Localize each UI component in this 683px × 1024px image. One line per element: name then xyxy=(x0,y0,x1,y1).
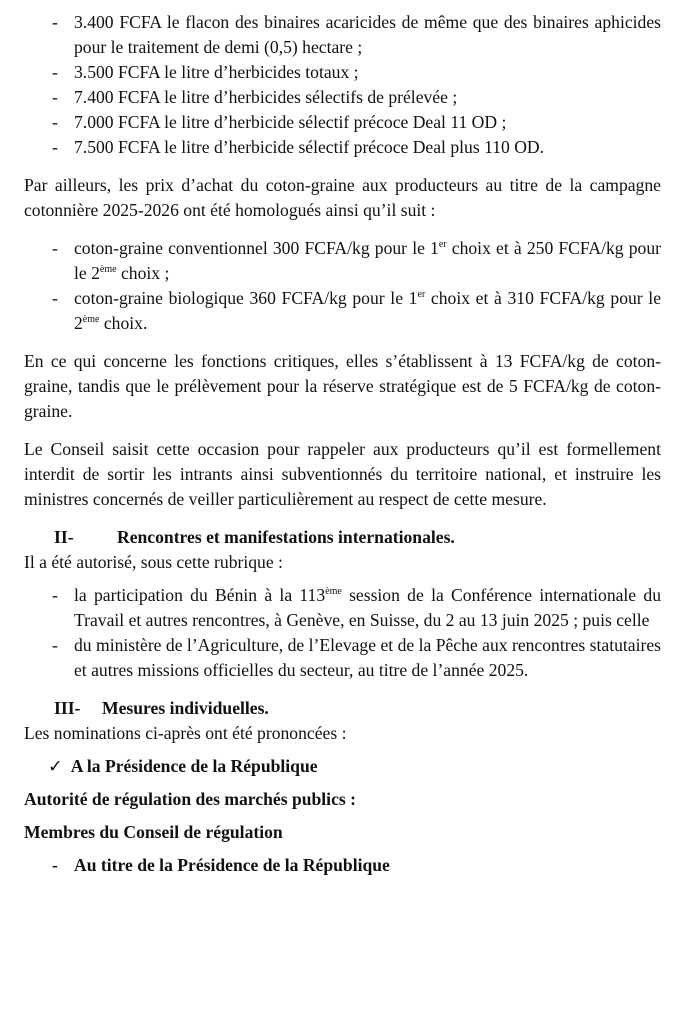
list-item: - 7.000 FCFA le litre d’herbicide sélectif précoce Deal 11 OD ; xyxy=(24,110,661,135)
price-list xyxy=(24,10,661,160)
under-title-list xyxy=(24,853,661,878)
paragraph-council: Le Conseil saisit cette occasion pour rappeler aux producteurs qu’il est formellement interdit de sortir les intrants ainsi subventionnés du territoire national, et instruire les ministres concernés de veiller particulièrement au respect de cette mesure. xyxy=(24,439,661,509)
paragraph-critical-functions: En ce qui concerne les fonctions critiques, elles s’établissent à 13 FCFA/kg de coton-graine, tandis que le prélèvement pour la réserve stratégique est de 5 FCFA/kg de coton-graine. xyxy=(24,351,661,421)
list-item: - coton-graine biologique 360 FCFA/kg pour le 1er choix et à 310 FCFA/kg pour le 2ème choix. xyxy=(24,286,661,336)
authorization-list xyxy=(24,583,661,683)
list-item: - du ministère de l’Agriculture, de l’Elevage et de la Pêche aux rencontres statutaires et autres missions officielles du secteur, au titre de l’année 2025. xyxy=(24,633,661,683)
list-item: - 3.500 FCFA le litre d’herbicides totaux ; xyxy=(24,60,661,85)
list-item: - coton-graine conventionnel 300 FCFA/kg pour le 1er choix et à 250 FCFA/kg pour le 2ème choix ; xyxy=(24,236,661,286)
presidency-heading: ✓ A la Présidence de la République xyxy=(48,756,318,776)
list-item: - 3.400 FCFA le flacon des binaires acaricides de même que des binaires aphicides pour le traitement de demi (0,5) hectare ; xyxy=(24,10,661,60)
section-2-intro: Il a été autorisé, sous cette rubrique : xyxy=(24,552,283,572)
paragraph-purchase: Par ailleurs, les prix d’achat du coton-graine aux producteurs au titre de la campagne cotonnière 2025-2026 ont été homologués ainsi qu’il suit : xyxy=(24,175,661,220)
list-item: - Au titre de la Présidence de la République xyxy=(24,853,661,878)
section-3-intro: Les nominations ci-après ont été prononcées : xyxy=(24,723,347,743)
list-item: - 7.500 FCFA le litre d’herbicide sélectif précoce Deal plus 110 OD. xyxy=(24,135,661,160)
section-heading-2: II- Rencontres et manifestations internationales. xyxy=(54,527,455,547)
cotton-price-list xyxy=(24,236,661,336)
list-item: - la participation du Bénin à la 113ème session de la Conférence internationale du Travail et autres rencontres, à Genève, en Suisse, du 2 au 13 juin 2025 ; puis celle xyxy=(24,583,661,633)
members-heading: Membres du Conseil de régulation xyxy=(24,822,283,842)
check-icon: ✓ xyxy=(48,756,63,776)
list-item: - 7.400 FCFA le litre d’herbicides sélectifs de prélevée ; xyxy=(24,85,661,110)
section-heading-3: III- Mesures individuelles. xyxy=(54,698,269,718)
authority-heading: Autorité de régulation des marchés publics : xyxy=(24,789,356,809)
